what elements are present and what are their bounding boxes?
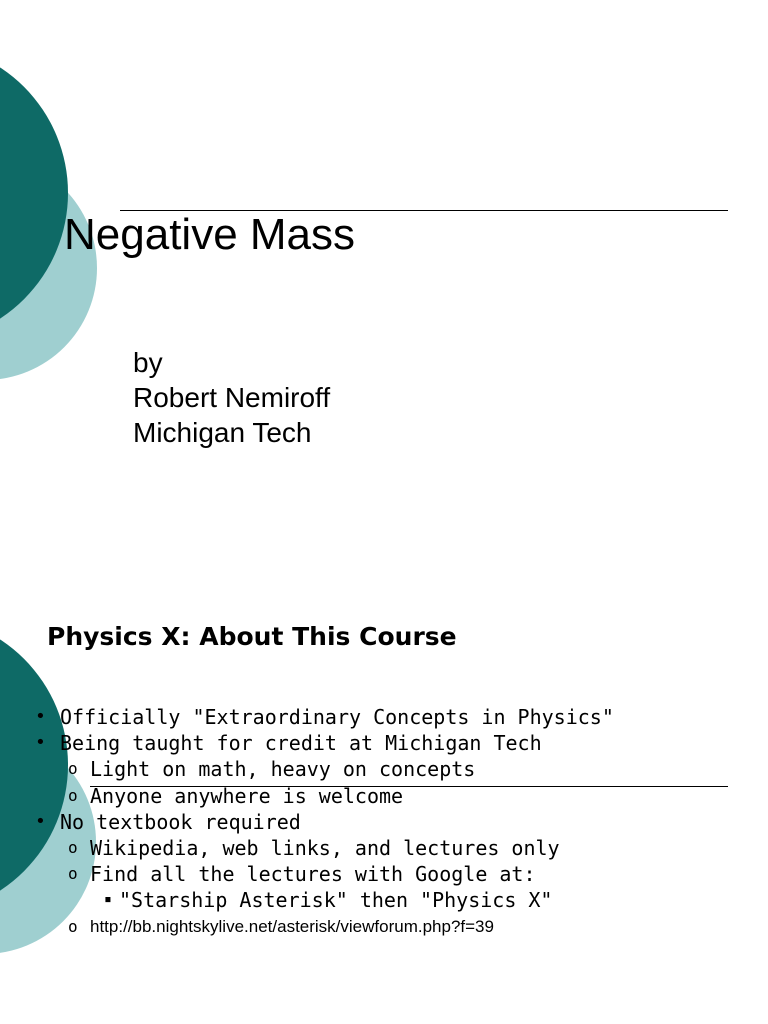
list-item	[0, 783, 768, 809]
bullet-marker: o	[68, 916, 78, 936]
bullet-marker: o	[68, 785, 78, 805]
list-item-text: Wikipedia, web links, and lectures only	[90, 835, 560, 860]
list-item	[0, 861, 768, 887]
list-item	[0, 914, 768, 940]
bullet-marker: •	[35, 706, 46, 727]
list-item-text: No textbook required	[60, 809, 301, 834]
bullet-marker: o	[68, 759, 78, 779]
list-item-text: Anyone anywhere is welcome	[90, 783, 404, 808]
forum-url-link[interactable]: http://bb.nightskylive.net/asterisk/viewforum.php?f=39	[90, 916, 494, 936]
list-item	[0, 887, 768, 913]
list-item	[0, 809, 768, 835]
bullet-list	[0, 704, 768, 940]
list-item-text: Officially "Extraordinary Concepts in Physics"	[60, 705, 614, 729]
list-item-text: "Starship Asterisk" then "Physics X"	[119, 888, 553, 913]
bullet-marker: ▪	[104, 892, 112, 908]
list-item	[0, 704, 768, 730]
bullet-marker: o	[68, 837, 78, 857]
list-item	[0, 756, 768, 782]
author-affiliation: Michigan Tech	[133, 417, 312, 448]
slide-title: Negative Mass	[64, 210, 356, 259]
byline	[133, 345, 330, 450]
list-item	[0, 835, 768, 861]
list-item-text: Find all the lectures with Google at:	[90, 862, 536, 887]
list-item-text: Light on math, heavy on concepts	[90, 757, 476, 782]
author-name: Robert Nemiroff	[133, 382, 331, 413]
bullet-marker: •	[35, 810, 46, 832]
course-info-slide	[0, 512, 768, 1024]
slide-title: Physics X: About This Course	[47, 622, 457, 651]
list-item-text: Being taught for credit at Michigan Tech	[60, 731, 542, 756]
list-item	[0, 730, 768, 756]
bullet-marker: •	[35, 732, 46, 754]
bullet-marker: o	[68, 864, 78, 884]
byline-by: by	[133, 347, 163, 378]
